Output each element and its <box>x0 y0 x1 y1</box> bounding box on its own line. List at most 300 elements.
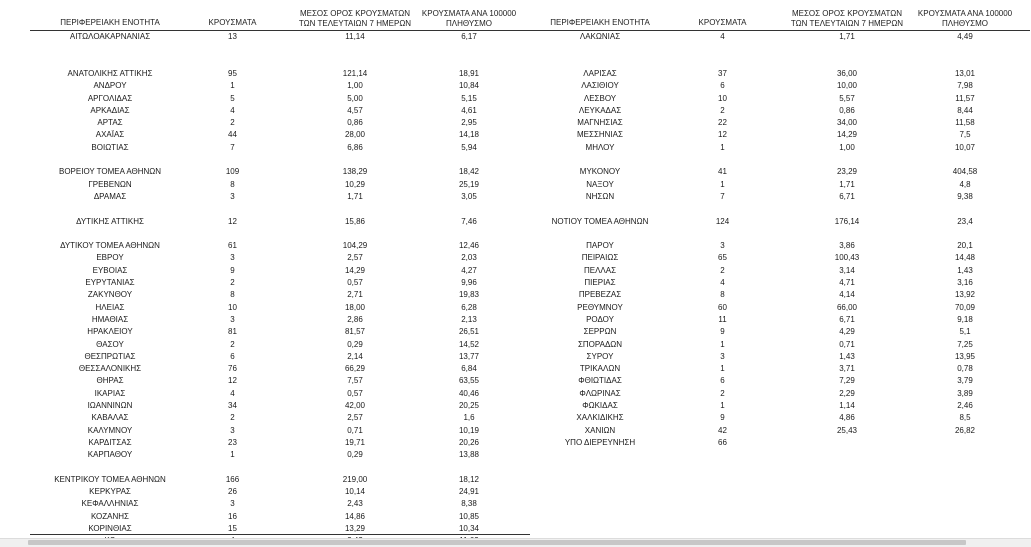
region-name: ΑΡΤΑΣ <box>97 118 123 128</box>
per100k-value: 3,05 <box>461 191 477 201</box>
avg-value: 14,29 <box>344 265 366 275</box>
table-row <box>0 80 1031 92</box>
cases-value: 109 <box>225 167 240 177</box>
avg-value: 1,00 <box>839 142 855 152</box>
cases-value: 11 <box>718 314 727 324</box>
table-row <box>0 339 1031 351</box>
header-cases-right: ΚΡΟΥΣΜΑΤΑ <box>698 18 747 27</box>
region-name: ΠΙΕΡΙΑΣ <box>584 278 616 287</box>
region-name: ΛΑΣΙΘΙΟΥ <box>581 81 619 91</box>
table-row <box>0 240 1031 252</box>
header-avg-line2: ΤΩΝ ΤΕΛΕΥΤΑΙΩΝ 7 ΗΜΕΡΩΝ <box>298 19 412 28</box>
per100k-value: 2,95 <box>461 118 477 128</box>
cases-value: 2 <box>720 388 725 398</box>
header-per100k-line2: ΠΛΗΘΥΣΜΟ <box>941 19 989 28</box>
per100k-value: 6,28 <box>461 302 477 312</box>
avg-value: 2,57 <box>347 413 363 423</box>
table-row <box>0 216 1031 228</box>
cases-value: 1 <box>720 179 725 189</box>
region-name: ΕΥΒΟΙΑΣ <box>92 265 128 275</box>
region-name: ΛΑΚΩΝΙΑΣ <box>579 32 621 41</box>
cases-value: 2 <box>720 105 725 115</box>
avg-value: 0,71 <box>347 425 363 435</box>
region-name: ΜΗΛΟΥ <box>585 142 615 152</box>
per100k-value: 13,01 <box>954 68 976 78</box>
cases-value: 3 <box>720 241 725 251</box>
per100k-value: 8,38 <box>461 499 477 509</box>
avg-value: 121,14 <box>342 68 368 78</box>
table-row <box>0 474 1031 486</box>
cases-value: 2 <box>230 339 235 349</box>
region-name: ΠΡΕΒΕΖΑΣ <box>578 290 622 300</box>
per100k-value: 0,78 <box>957 364 973 374</box>
per100k-value: 26,51 <box>458 327 480 337</box>
header-avg-line2: ΤΩΝ ΤΕΛΕΥΤΑΙΩΝ 7 ΗΜΕΡΩΝ <box>790 19 904 28</box>
per100k-value: 9,38 <box>957 191 973 201</box>
cases-value: 13 <box>228 32 237 41</box>
region-name: ΓΡΕΒΕΝΩΝ <box>88 179 132 189</box>
region-name: ΔΥΤΙΚΗΣ ΑΤΤΙΚΗΣ <box>76 216 144 226</box>
per100k-value: 5,15 <box>461 93 477 103</box>
cases-value: 65 <box>718 253 727 263</box>
cases-value: 3 <box>230 253 235 263</box>
per100k-value: 63,55 <box>458 376 480 386</box>
avg-value: 0,57 <box>347 278 363 287</box>
table-row <box>0 191 1031 203</box>
avg-value: 10,14 <box>344 487 366 497</box>
avg-value: 4,86 <box>839 413 855 423</box>
avg-value: 0,29 <box>347 339 363 349</box>
cases-value: 60 <box>718 302 727 312</box>
table-row <box>0 388 1031 400</box>
table-row <box>0 462 1031 474</box>
table-row <box>0 326 1031 338</box>
per100k-value: 14,52 <box>458 339 480 349</box>
table-row <box>0 31 1031 43</box>
per100k-value: 4,8 <box>959 179 971 189</box>
region-name: ΦΛΩΡΙΝΑΣ <box>579 388 621 398</box>
avg-value: 81,57 <box>344 327 366 337</box>
per100k-value: 40,46 <box>458 388 480 398</box>
region-name: ΣΥΡΟΥ <box>586 351 614 361</box>
avg-value: 13,29 <box>344 524 366 533</box>
region-name: ΗΡΑΚΛΕΙΟΥ <box>87 327 133 337</box>
region-name: ΛΕΣΒΟΥ <box>583 93 617 103</box>
cases-value: 81 <box>228 327 237 337</box>
region-name: ΜΥΚΟΝΟΥ <box>579 167 621 177</box>
region-name: ΠΕΛΛΑΣ <box>583 265 617 275</box>
per100k-value: 20,26 <box>458 437 480 447</box>
per100k-value: 13,92 <box>954 290 976 300</box>
cases-value: 12 <box>228 216 237 226</box>
cases-value: 2 <box>720 265 725 275</box>
region-name: ΙΩΑΝΝΙΝΩΝ <box>87 401 133 410</box>
avg-value: 10,00 <box>836 81 858 91</box>
per100k-value: 10,34 <box>458 524 480 533</box>
region-name: ΜΑΓΝΗΣΙΑΣ <box>577 118 623 128</box>
region-name: ΘΗΡΑΣ <box>96 376 124 386</box>
cases-value: 42 <box>718 425 727 435</box>
cases-value: 3 <box>720 351 725 361</box>
region-name: ΘΕΣΣΑΛΟΝΙΚΗΣ <box>78 364 142 374</box>
header-region-right: ΠΕΡΙΦΕΡΕΙΑΚΗ ΕΝΟΤΗΤΑ <box>550 18 650 27</box>
table-row <box>0 265 1031 277</box>
per100k-value: 11,57 <box>955 93 975 103</box>
cases-value: 2 <box>230 278 235 287</box>
header-cases-left: ΚΡΟΥΣΜΑΤΑ <box>208 18 257 27</box>
cases-value: 5 <box>230 93 235 103</box>
table-row <box>0 449 1031 461</box>
cases-value: 4 <box>720 278 725 287</box>
region-name: ΣΕΡΡΩΝ <box>583 327 617 337</box>
cases-value: 7 <box>720 191 725 201</box>
avg-value: 4,14 <box>839 290 855 300</box>
per100k-value: 1,43 <box>957 265 973 275</box>
table-row <box>0 43 1031 55</box>
cases-value: 9 <box>720 413 725 423</box>
region-name: ΒΟΙΩΤΙΑΣ <box>91 142 129 152</box>
scrollbar-thumb[interactable] <box>28 540 966 545</box>
cases-value: 44 <box>228 130 237 140</box>
avg-value: 100,43 <box>834 253 860 263</box>
avg-value: 219,00 <box>342 474 368 484</box>
per100k-value: 20,1 <box>957 241 973 251</box>
table-row <box>0 166 1031 178</box>
table-row <box>0 56 1031 68</box>
avg-value: 18,00 <box>344 302 366 312</box>
cases-value: 15 <box>228 524 237 533</box>
cases-value: 7 <box>230 142 235 152</box>
region-name: ΚΑΡΠΑΘΟΥ <box>87 450 133 460</box>
region-name: ΦΩΚΙΔΑΣ <box>582 401 618 410</box>
avg-value: 25,43 <box>836 425 858 435</box>
cases-value: 22 <box>718 118 727 128</box>
table-row <box>0 142 1031 154</box>
region-name: ΔΥΤΙΚΟΥ ΤΟΜΕΑ ΑΘΗΝΩΝ <box>60 241 160 251</box>
avg-value: 1,71 <box>347 191 363 201</box>
table-row <box>0 154 1031 166</box>
avg-value: 3,71 <box>839 364 855 374</box>
table-row <box>0 302 1031 314</box>
avg-value: 4,57 <box>347 105 363 115</box>
table-row <box>0 363 1031 375</box>
table-row <box>0 252 1031 264</box>
avg-value: 28,00 <box>344 130 366 140</box>
region-name: ΚΑΒΑΛΑΣ <box>91 413 129 423</box>
per100k-value: 11,58 <box>955 118 975 128</box>
cases-value: 41 <box>718 167 727 177</box>
region-name: ΠΑΡΟΥ <box>586 241 614 251</box>
region-name: ΚΟΡΙΝΘΙΑΣ <box>88 524 132 533</box>
per100k-value: 2,46 <box>957 401 973 410</box>
per100k-value: 14,48 <box>954 253 976 263</box>
header-region-left: ΠΕΡΙΦΕΡΕΙΑΚΗ ΕΝΟΤΗΤΑ <box>60 18 160 27</box>
region-name: ΝΟΤΙΟΥ ΤΟΜΕΑ ΑΘΗΝΩΝ <box>551 216 649 226</box>
cases-value: 6 <box>230 351 235 361</box>
table-row <box>0 105 1031 117</box>
cases-value: 1 <box>720 339 725 349</box>
cases-value: 2 <box>230 118 235 128</box>
cases-value: 10 <box>718 93 727 103</box>
avg-value: 2,29 <box>839 388 855 398</box>
per100k-value: 8,5 <box>959 413 971 423</box>
table-row <box>0 203 1031 215</box>
region-name: ΑΙΤΩΛΟΑΚΑΡΝΑΝΙΑΣ <box>69 32 151 41</box>
per100k-value: 24,91 <box>458 487 480 497</box>
cases-value: 4 <box>230 388 235 398</box>
per100k-value: 19,83 <box>458 290 480 300</box>
table-row <box>0 93 1031 105</box>
header-per100k-line2: ΠΛΗΘΥΣΜΟ <box>445 19 493 28</box>
avg-value: 1,43 <box>839 351 855 361</box>
avg-value: 5,57 <box>839 93 855 103</box>
region-name: ΑΡΚΑΔΙΑΣ <box>90 105 130 115</box>
per100k-value: 6,17 <box>461 32 477 41</box>
cases-value: 166 <box>225 474 240 484</box>
cases-value: 95 <box>228 68 237 78</box>
avg-value: 0,71 <box>839 339 855 349</box>
per100k-value: 12,46 <box>458 241 480 251</box>
avg-value: 7,57 <box>347 376 363 386</box>
avg-value: 1,71 <box>839 179 855 189</box>
avg-value: 1,71 <box>839 32 855 41</box>
region-name: ΦΘΙΩΤΙΔΑΣ <box>578 376 622 386</box>
avg-value: 0,86 <box>839 105 855 115</box>
cases-value: 76 <box>228 364 237 374</box>
table-row <box>0 129 1031 141</box>
avg-value: 14,86 <box>344 511 366 521</box>
per100k-value: 9,18 <box>957 314 973 324</box>
region-name: ΡΕΘΥΜΝΟΥ <box>577 302 623 312</box>
avg-value: 66,00 <box>836 302 858 312</box>
region-name: ΛΕΥΚΑΔΑΣ <box>578 105 622 115</box>
per100k-value: 3,16 <box>957 278 973 287</box>
cases-value: 3 <box>230 191 235 201</box>
region-name: ΣΠΟΡΑΔΩΝ <box>577 339 623 349</box>
header-avg-right <box>782 9 912 29</box>
table-row <box>0 511 1031 523</box>
cases-value: 1 <box>230 450 235 460</box>
avg-value: 10,29 <box>344 179 366 189</box>
table-row <box>0 351 1031 363</box>
region-name: ΔΡΑΜΑΣ <box>93 191 127 201</box>
region-name: ΚΕΡΚΥΡΑΣ <box>89 487 131 497</box>
header-per100k-right <box>910 9 1020 29</box>
avg-value: 15,86 <box>344 216 366 226</box>
region-name: ΑΝΔΡΟΥ <box>93 81 127 91</box>
region-name: ΤΡΙΚΑΛΩΝ <box>579 364 621 374</box>
avg-value: 6,71 <box>839 314 855 324</box>
region-name: ΜΕΣΣΗΝΙΑΣ <box>577 130 623 140</box>
per100k-value: 3,79 <box>957 376 973 386</box>
avg-value: 36,00 <box>836 68 858 78</box>
per100k-value: 10,85 <box>458 511 480 521</box>
per100k-value: 5,94 <box>461 142 477 152</box>
table-row <box>0 498 1031 510</box>
avg-value: 2,43 <box>347 499 363 509</box>
avg-value: 138,29 <box>342 167 368 177</box>
cases-value: 34 <box>228 401 237 410</box>
header-avg-line1: ΜΕΣΟΣ ΟΡΟΣ ΚΡΟΥΣΜΑΤΩΝ <box>299 9 411 18</box>
avg-value: 5,00 <box>347 93 363 103</box>
avg-value: 42,00 <box>344 401 366 410</box>
per100k-value: 13,88 <box>458 450 480 460</box>
cases-value: 3 <box>230 425 235 435</box>
per100k-value: 10,07 <box>954 142 976 152</box>
region-name: ΑΝΑΤΟΛΙΚΗΣ ΑΤΤΙΚΗΣ <box>67 68 153 78</box>
per100k-value: 4,49 <box>957 32 973 41</box>
avg-value: 11,14 <box>345 32 365 41</box>
region-name: ΖΑΚΥΝΘΟΥ <box>87 290 133 300</box>
per100k-value: 4,27 <box>461 265 477 275</box>
avg-value: 2,14 <box>347 351 363 361</box>
avg-value: 0,29 <box>347 450 363 460</box>
table-row <box>0 228 1031 240</box>
avg-value: 7,29 <box>839 376 855 386</box>
region-name: ΚΕΦΑΛΛΗΝΙΑΣ <box>81 499 139 509</box>
region-name: ΑΡΓΟΛΙΔΑΣ <box>87 93 133 103</box>
per100k-value: 9,96 <box>461 278 477 287</box>
table-row <box>0 277 1031 289</box>
table-row <box>0 400 1031 412</box>
region-name: ΧΑΝΙΩΝ <box>584 425 616 435</box>
per100k-value: 20,25 <box>458 401 480 410</box>
avg-value: 2,57 <box>347 253 363 263</box>
header-per100k-line1: ΚΡΟΥΣΜΑΤΑ ΑΝΑ 100000 <box>421 9 517 18</box>
avg-value: 3,86 <box>839 241 855 251</box>
per100k-value: 1,6 <box>463 413 475 423</box>
region-name: ΛΑΡΙΣΑΣ <box>583 68 617 78</box>
per100k-value: 2,13 <box>461 314 477 324</box>
avg-value: 104,29 <box>342 241 368 251</box>
cases-value: 3 <box>230 314 235 324</box>
region-name: ΗΛΕΙΑΣ <box>95 302 125 312</box>
cases-value: 12 <box>718 130 727 140</box>
table-row <box>0 486 1031 498</box>
bottom-rule-left <box>30 534 530 535</box>
table-row <box>0 314 1031 326</box>
cases-value: 9 <box>720 327 725 337</box>
cases-value: 6 <box>720 81 725 91</box>
table-row <box>0 117 1031 129</box>
region-name: ΕΥΡΥΤΑΝΙΑΣ <box>85 278 135 287</box>
cases-value: 23 <box>228 437 237 447</box>
per100k-value: 10,84 <box>458 81 480 91</box>
region-name: ΠΕΙΡΑΙΩΣ <box>581 253 619 263</box>
avg-value: 0,57 <box>347 388 363 398</box>
per100k-value: 7,5 <box>959 130 971 140</box>
cases-value: 66 <box>718 437 727 447</box>
table-row <box>0 375 1031 387</box>
cases-value: 1 <box>720 142 725 152</box>
per100k-value: 7,25 <box>957 339 973 349</box>
header-per100k-line1: ΚΡΟΥΣΜΑΤΑ ΑΝΑ 100000 <box>917 9 1013 18</box>
region-name: ΑΧΑΪΑΣ <box>95 130 125 140</box>
per100k-value: 5,1 <box>959 327 971 337</box>
table-row <box>0 179 1031 191</box>
cases-value: 1 <box>720 401 725 410</box>
per100k-value: 2,03 <box>461 253 477 263</box>
cases-value: 10 <box>228 302 237 312</box>
avg-value: 66,29 <box>344 364 366 374</box>
region-name: ΕΒΡΟΥ <box>96 253 124 263</box>
cases-value: 26 <box>228 487 237 497</box>
avg-value: 4,29 <box>839 327 855 337</box>
cases-value: 6 <box>720 376 725 386</box>
region-name: ΚΕΝΤΡΙΚΟΥ ΤΟΜΕΑ ΑΘΗΝΩΝ <box>54 474 166 484</box>
per100k-value: 14,18 <box>458 130 480 140</box>
cases-value: 9 <box>230 265 235 275</box>
region-name: ΝΗΣΩΝ <box>585 191 615 201</box>
avg-value: 14,29 <box>836 130 858 140</box>
region-name: ΘΕΣΠΡΩΤΙΑΣ <box>84 351 136 361</box>
cases-value: 12 <box>228 376 237 386</box>
per100k-value: 404,58 <box>952 167 978 177</box>
header-per100k-left <box>414 9 524 29</box>
avg-value: 176,14 <box>834 216 860 226</box>
cases-value: 37 <box>718 68 727 78</box>
avg-value: 6,71 <box>839 191 855 201</box>
avg-value: 6,86 <box>347 142 363 152</box>
avg-value: 34,00 <box>836 118 858 128</box>
cases-value: 1 <box>230 81 235 91</box>
per100k-value: 13,95 <box>954 351 976 361</box>
region-name: ΘΑΣΟΥ <box>96 339 124 349</box>
region-name: ΥΠΟ ΔΙΕΡΕΥΝΗΣΗ <box>564 437 636 447</box>
avg-value: 2,71 <box>347 290 363 300</box>
cases-value: 2 <box>230 413 235 423</box>
region-name: ΙΚΑΡΙΑΣ <box>94 388 126 398</box>
avg-value: 3,14 <box>839 265 855 275</box>
cases-value: 3 <box>230 499 235 509</box>
per100k-value: 13,77 <box>458 351 480 361</box>
cases-value: 1 <box>720 364 725 374</box>
region-name: ΚΟΖΑΝΗΣ <box>90 511 130 521</box>
per100k-value: 10,19 <box>458 425 480 435</box>
table-row <box>0 289 1031 301</box>
per100k-value: 4,61 <box>461 105 477 115</box>
per100k-value: 26,82 <box>954 425 976 435</box>
per100k-value: 6,84 <box>461 364 477 374</box>
per100k-value: 7,98 <box>957 81 973 91</box>
per100k-value: 25,19 <box>458 179 480 189</box>
table-row <box>0 412 1031 424</box>
avg-value: 19,71 <box>344 437 366 447</box>
per100k-value: 3,89 <box>957 388 973 398</box>
region-name: ΚΑΡΔΙΤΣΑΣ <box>88 437 132 447</box>
per100k-value: 70,09 <box>954 302 976 312</box>
region-name: ΝΑΞΟΥ <box>586 179 614 189</box>
avg-value: 23,29 <box>836 167 858 177</box>
header-avg-left <box>290 9 420 29</box>
avg-value: 0,86 <box>347 118 363 128</box>
per100k-value: 18,91 <box>458 68 480 78</box>
table-row <box>0 425 1031 437</box>
table-row <box>0 437 1031 449</box>
region-name: ΗΜΑΘΙΑΣ <box>91 314 129 324</box>
table-row <box>0 68 1031 80</box>
avg-value: 1,14 <box>839 401 855 410</box>
per100k-value: 23,4 <box>957 216 973 226</box>
per100k-value: 18,12 <box>458 474 480 484</box>
avg-value: 4,71 <box>839 278 855 287</box>
cases-value: 8 <box>230 179 235 189</box>
per100k-value: 7,46 <box>461 216 477 226</box>
header-avg-line1: ΜΕΣΟΣ ΟΡΟΣ ΚΡΟΥΣΜΑΤΩΝ <box>791 9 903 18</box>
per100k-value: 8,44 <box>957 105 973 115</box>
avg-value: 2,86 <box>347 314 363 324</box>
cases-value: 124 <box>715 216 730 226</box>
